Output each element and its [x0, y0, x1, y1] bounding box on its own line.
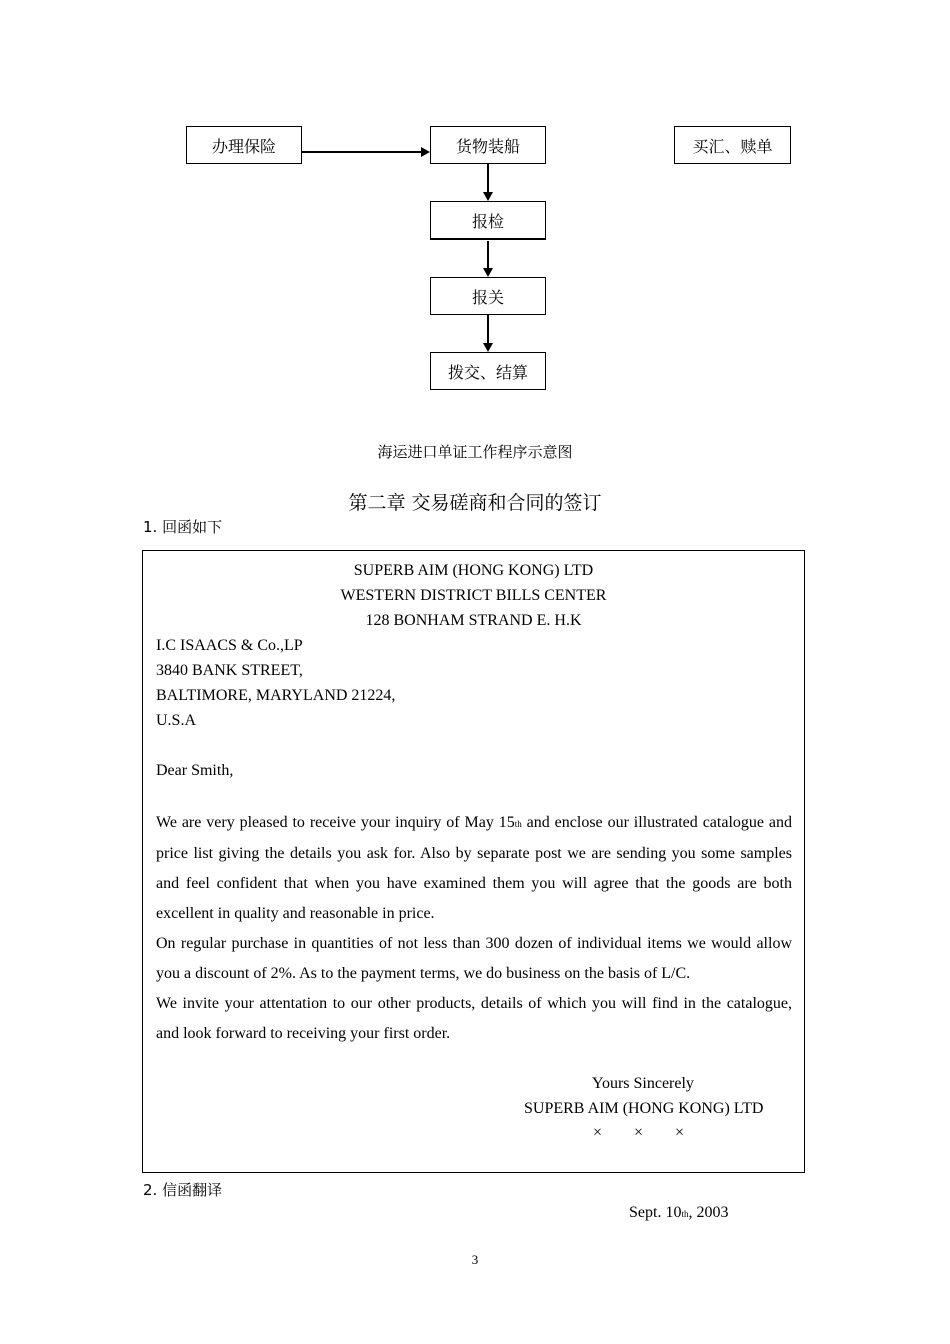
flow-label-exchange: 买汇、赎单	[692, 136, 773, 156]
figure-caption: 海运进口单证工作程序示意图	[377, 443, 573, 461]
sender-department: WESTERN DISTRICT BILLS CENTER	[340, 587, 607, 604]
sender-address: 128 BONHAM STRAND E. H.K	[365, 612, 582, 629]
section-1-label: 1. 回函如下	[143, 518, 223, 536]
closing: Yours Sincerely	[592, 1075, 694, 1092]
flow-box-inspection	[430, 201, 546, 240]
flow-label-settlement: 拨交、结算	[447, 362, 528, 382]
letter-paragraph-2: On regular purchase in quantities of not less than 300 dozen of individual items we would allow you a discount of 2%. As to the payment terms, we do business on the basis of L/C.	[156, 935, 792, 982]
arrow-line-loading-to-inspection	[487, 164, 489, 193]
arrow-line-insurance-to-loading	[302, 151, 422, 153]
flow-box-settlement	[430, 352, 546, 390]
chapter-title: 第二章 交易磋商和合同的签订	[348, 492, 602, 514]
recipient-city: BALTIMORE, MARYLAND 21224,	[156, 687, 396, 704]
arrow-line-customs-to-settlement	[487, 315, 489, 344]
flow-label-insurance: 办理保险	[211, 136, 276, 156]
signature-marks: × × ×	[593, 1124, 685, 1141]
recipient-country: U.S.A	[156, 712, 197, 729]
salutation: Dear Smith,	[156, 762, 234, 779]
arrow-head-right-icon	[421, 147, 430, 157]
arrow-head-down-icon	[483, 192, 493, 201]
flow-label-loading: 货物装船	[455, 136, 520, 156]
signature-company: SUPERB AIM (HONG KONG) LTD	[524, 1100, 764, 1117]
letter-paragraph-1: We are very pleased to receive your inquiry of May 15th and enclose our illustrated catalogue and price list giving the details you ask for. Also by separate post we are sending you some samples and feel confident that when you have examined them you will agree that the goods are both excellent in quality and reasonable in price.	[156, 814, 792, 922]
flow-label-customs: 报关	[471, 287, 504, 307]
arrow-head-down-icon	[483, 343, 493, 352]
letter-paragraph-3: We invite your attentation to our other products, details of which you will find in the catalogue, and look forward to receiving your first order.	[156, 995, 792, 1042]
letter-date: Sept. 10th, 2003	[629, 1204, 729, 1221]
flow-box-exchange	[674, 126, 791, 164]
flow-box-insurance	[186, 126, 302, 164]
arrow-head-down-icon	[483, 268, 493, 277]
recipient-street: 3840 BANK STREET,	[156, 662, 303, 679]
flow-label-inspection: 报检	[471, 211, 504, 231]
recipient-name: I.C ISAACS & Co.,LP	[156, 637, 303, 654]
flow-box-loading	[430, 126, 546, 164]
section-2-label: 2. 信函翻译	[143, 1181, 223, 1199]
letter-body	[156, 808, 792, 1049]
flow-box-customs	[430, 277, 546, 315]
page-number: 3	[471, 1252, 479, 1267]
letter-box	[142, 550, 805, 1173]
sender-name: SUPERB AIM (HONG KONG) LTD	[353, 562, 594, 579]
arrow-line-inspection-to-customs	[487, 241, 489, 269]
